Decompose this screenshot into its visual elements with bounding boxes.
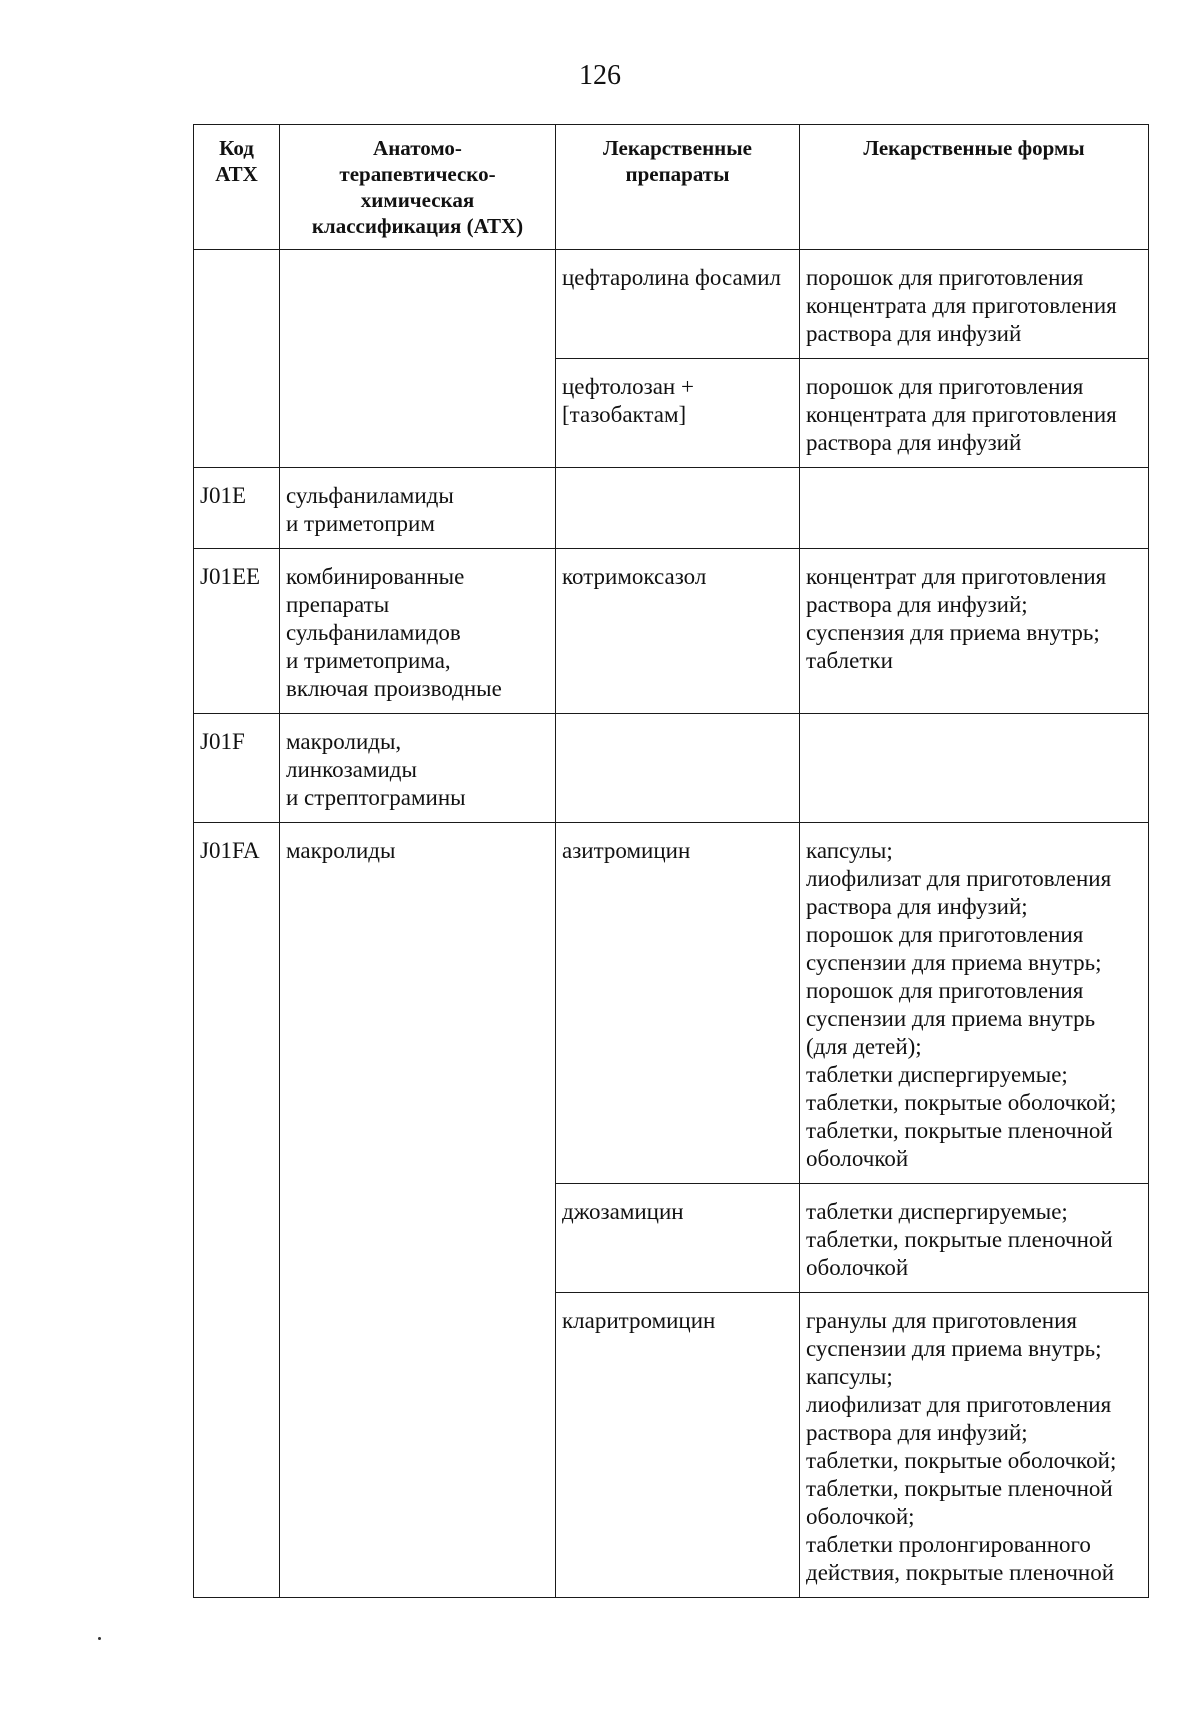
drug-cell: кларитромицин xyxy=(556,1293,800,1598)
atc-code-cell: J01FA xyxy=(194,823,280,1184)
table-row xyxy=(194,823,1149,1184)
dosage-forms-cell xyxy=(800,468,1149,549)
table-row xyxy=(194,359,1149,468)
header-drugs: Лекарственные препараты xyxy=(556,125,800,250)
table-row xyxy=(194,468,1149,549)
dosage-forms-cell: капсулы; лиофилизат для приготовления раствора для инфузий; порошок для приготовления суспензии для приема внутрь; порошок для приготовления суспензии для приема внутрь (для детей); таблетки диспергируемые; таблетки, покрытые оболочкой; таблетки, покрытые пленочной оболочкой xyxy=(800,823,1149,1184)
dosage-forms-cell: концентрат для приготовления раствора для инфузий; суспензия для приема внутрь; таблетки xyxy=(800,549,1149,714)
drug-cell: цефтолозан + [тазобактам] xyxy=(556,359,800,468)
atc-drug-table xyxy=(193,124,1149,1598)
dosage-forms-cell: порошок для приготовления концентрата для приготовления раствора для инфузий xyxy=(800,250,1149,359)
atc-code-cell xyxy=(194,359,280,468)
atc-code-cell xyxy=(194,1184,280,1293)
drug-cell xyxy=(556,468,800,549)
drug-cell: цефтаролина фосамил xyxy=(556,250,800,359)
classification-cell xyxy=(280,1293,556,1598)
atc-code-cell: J01EE xyxy=(194,549,280,714)
atc-code-cell: J01F xyxy=(194,714,280,823)
dosage-forms-cell xyxy=(800,714,1149,823)
dosage-forms-cell: таблетки диспергируемые; таблетки, покрытые пленочной оболочкой xyxy=(800,1184,1149,1293)
header-atc-code: Код АТХ xyxy=(194,125,280,250)
classification-cell xyxy=(280,1184,556,1293)
drug-cell: джозамицин xyxy=(556,1184,800,1293)
classification-cell: комбинированные препараты сульфаниламидов и триметоприма, включая производные xyxy=(280,549,556,714)
scan-speck xyxy=(98,1637,101,1640)
dosage-forms-cell: гранулы для приготовления суспензии для приема внутрь; капсулы; лиофилизат для приготовления раствора для инфузий; таблетки, покрытые оболочкой; таблетки, покрытые пленочной оболочкой; таблетки пролонгированного действия, покрытые пленочной xyxy=(800,1293,1149,1598)
table-row xyxy=(194,1184,1149,1293)
classification-cell: макролиды xyxy=(280,823,556,1184)
dosage-forms-cell: порошок для приготовления концентрата для приготовления раствора для инфузий xyxy=(800,359,1149,468)
classification-cell: сульфаниламиды и триметоприм xyxy=(280,468,556,549)
table-row xyxy=(194,1293,1149,1598)
table-row xyxy=(194,714,1149,823)
header-atc-classification: Анатомо- терапевтическо- химическая классификация (АТХ) xyxy=(280,125,556,250)
header-dosage-forms: Лекарственные формы xyxy=(800,125,1149,250)
atc-code-cell xyxy=(194,1293,280,1598)
table-row xyxy=(194,549,1149,714)
classification-cell: макролиды, линкозамиды и стрептограмины xyxy=(280,714,556,823)
classification-cell xyxy=(280,359,556,468)
atc-code-cell xyxy=(194,250,280,359)
drug-cell: азитромицин xyxy=(556,823,800,1184)
drug-cell xyxy=(556,714,800,823)
classification-cell xyxy=(280,250,556,359)
table-header-row xyxy=(194,125,1149,250)
page-number: 126 xyxy=(579,60,621,91)
table-row xyxy=(194,250,1149,359)
drug-cell: котримоксазол xyxy=(556,549,800,714)
atc-code-cell: J01E xyxy=(194,468,280,549)
